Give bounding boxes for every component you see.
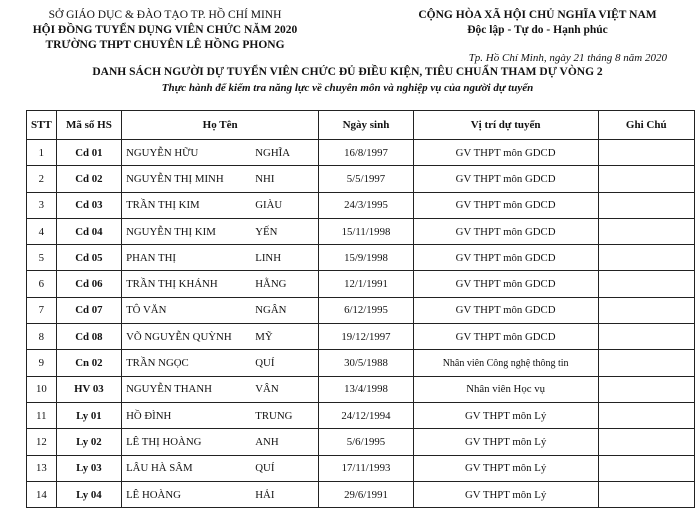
document-date: Tp. Hồ Chí Minh, ngày 21 tháng 8 năm 2020	[468, 52, 667, 64]
department-name: SỞ GIÁO DỤC & ĐÀO TẠO TP. HỒ CHÍ MINH	[48, 9, 282, 21]
row-vi-tri: GV THPT môn Lý	[413, 402, 598, 428]
row-ghi-chu	[598, 350, 694, 376]
row-ho-ten	[122, 245, 319, 271]
row-ghi-chu	[598, 192, 694, 218]
row-stt: 6	[27, 271, 57, 297]
row-ho-dem: PHAN THỊ	[126, 251, 176, 264]
row-ngay-sinh: 6/12/1995	[319, 297, 413, 323]
row-ho-ten	[122, 455, 319, 481]
row-ngay-sinh: 29/6/1991	[319, 481, 413, 507]
row-ho-dem: LÊ THỊ HOÀNG	[126, 435, 202, 448]
row-ghi-chu	[598, 245, 694, 271]
row-ma-so: Ly 04	[56, 481, 121, 507]
header-ma-so: Mã số HS	[56, 111, 121, 140]
row-stt: 8	[27, 324, 57, 350]
row-ho-dem: TRẦN NGỌC	[126, 357, 189, 370]
row-ho-ten	[122, 271, 319, 297]
row-ngay-sinh: 16/8/1997	[319, 140, 413, 166]
table-row	[27, 297, 695, 323]
national-motto-block	[395, 8, 680, 38]
row-ho-dem: TRẦN THỊ KIM	[126, 199, 200, 212]
issuer-block	[20, 8, 310, 53]
row-ho-dem: TÔ VĂN	[126, 304, 167, 317]
table-row	[27, 324, 695, 350]
row-ghi-chu	[598, 140, 694, 166]
row-ho-dem: NGUYỄN HỮU	[126, 146, 199, 159]
header-ho-ten: Họ Tên	[122, 111, 319, 140]
row-ghi-chu	[598, 481, 694, 507]
row-ten: GIÀU	[255, 199, 283, 212]
table-row	[27, 429, 695, 455]
row-ghi-chu	[598, 429, 694, 455]
row-stt: 2	[27, 166, 57, 192]
table-row	[27, 218, 695, 244]
row-stt: 14	[27, 481, 57, 507]
row-ho-ten	[122, 297, 319, 323]
row-vi-tri: GV THPT môn GDCD	[413, 297, 598, 323]
row-ma-so: Ly 03	[56, 455, 121, 481]
motto: Độc lập - Tự do - Hạnh phúc	[467, 24, 608, 36]
row-ho-ten	[122, 166, 319, 192]
row-ngay-sinh: 24/3/1995	[319, 192, 413, 218]
header-ngay-sinh: Ngày sinh	[319, 111, 413, 140]
row-vi-tri: GV THPT môn GDCD	[413, 245, 598, 271]
row-ghi-chu	[598, 455, 694, 481]
row-vi-tri: GV THPT môn GDCD	[413, 218, 598, 244]
row-stt: 5	[27, 245, 57, 271]
row-ho-dem: TRẦN THỊ KHÁNH	[126, 278, 218, 291]
row-ho-ten	[122, 376, 319, 402]
row-stt: 4	[27, 218, 57, 244]
row-vi-tri: GV THPT môn Lý	[413, 455, 598, 481]
row-ten: NGHĨA	[255, 146, 291, 159]
table-row	[27, 455, 695, 481]
row-ma-so: Cd 07	[56, 297, 121, 323]
row-ma-so: Cd 01	[56, 140, 121, 166]
row-ten: HẢI	[255, 488, 275, 501]
row-ho-dem: VÕ NGUYỄN QUỲNH	[126, 330, 232, 343]
table-body	[27, 140, 695, 508]
row-ghi-chu	[598, 402, 694, 428]
row-vi-tri: GV THPT môn GDCD	[413, 192, 598, 218]
row-ho-dem: NGUYỄN THỊ MINH	[126, 172, 224, 185]
table-row	[27, 140, 695, 166]
row-ho-ten	[122, 481, 319, 507]
row-ten: MỸ	[255, 330, 273, 343]
row-vi-tri: GV THPT môn GDCD	[413, 324, 598, 350]
row-vi-tri: Nhân viên Công nghệ thông tin	[413, 350, 598, 376]
row-ngay-sinh: 13/4/1998	[319, 376, 413, 402]
row-ngay-sinh: 5/6/1995	[319, 429, 413, 455]
row-ngay-sinh: 15/9/1998	[319, 245, 413, 271]
row-ghi-chu	[598, 297, 694, 323]
row-ten: VÂN	[255, 383, 279, 396]
row-ten: HẰNG	[255, 278, 287, 291]
row-stt: 7	[27, 297, 57, 323]
row-ho-dem: HỒ ĐÌNH	[126, 409, 172, 422]
row-vi-tri: GV THPT môn Lý	[413, 481, 598, 507]
row-ten: YẾN	[255, 225, 278, 238]
row-vi-tri: GV THPT môn GDCD	[413, 166, 598, 192]
row-stt: 9	[27, 350, 57, 376]
row-ho-dem: LÊ HOÀNG	[126, 488, 181, 501]
row-ho-ten	[122, 429, 319, 455]
row-ho-dem: LÂU HÀ SÂM	[126, 462, 193, 475]
row-ngay-sinh: 5/5/1997	[319, 166, 413, 192]
row-ten: QUÍ	[255, 357, 275, 370]
row-vi-tri: GV THPT môn GDCD	[413, 271, 598, 297]
row-ten: QUÍ	[255, 462, 275, 475]
row-stt: 1	[27, 140, 57, 166]
row-ho-ten	[122, 140, 319, 166]
table-row	[27, 271, 695, 297]
table-row	[27, 350, 695, 376]
row-ten: NHI	[255, 172, 275, 185]
row-vi-tri: GV THPT môn Lý	[413, 429, 598, 455]
row-ten: NGÂN	[255, 304, 287, 317]
row-ten: ANH	[255, 435, 279, 448]
table-row	[27, 481, 695, 507]
council-name: HỘI ĐỒNG TUYỂN DỤNG VIÊN CHỨC NĂM 2020	[32, 24, 298, 36]
row-ho-ten	[122, 350, 319, 376]
row-ma-so: Cd 06	[56, 271, 121, 297]
row-ho-ten	[122, 324, 319, 350]
header-stt: STT	[27, 111, 57, 140]
table-row	[27, 166, 695, 192]
row-ma-so: Cn 02	[56, 350, 121, 376]
row-stt: 3	[27, 192, 57, 218]
row-ghi-chu	[598, 218, 694, 244]
row-ghi-chu	[598, 271, 694, 297]
row-stt: 10	[27, 376, 57, 402]
school-name: TRƯỜNG THPT CHUYÊN LÊ HỒNG PHONG	[45, 39, 285, 51]
header-ghi-chu: Ghi Chú	[598, 111, 694, 140]
row-ho-dem: NGUYỄN THANH	[126, 383, 212, 396]
header-vi-tri: Vị trí dự tuyển	[413, 111, 598, 140]
row-ho-ten	[122, 402, 319, 428]
row-stt: 11	[27, 402, 57, 428]
row-ten: LINH	[255, 251, 282, 264]
row-ngay-sinh: 15/11/1998	[319, 218, 413, 244]
row-stt: 12	[27, 429, 57, 455]
document-subtitle: Thực hành để kiểm tra năng lực về chuyên môn và nghiệp vụ của người dự tuyển	[161, 82, 534, 94]
row-ghi-chu	[598, 376, 694, 402]
row-ngay-sinh: 30/5/1988	[319, 350, 413, 376]
row-ma-so: HV 03	[56, 376, 121, 402]
candidate-table	[26, 110, 695, 508]
table-row	[27, 245, 695, 271]
table-header-row	[27, 111, 695, 140]
row-stt: 13	[27, 455, 57, 481]
row-vi-tri: Nhân viên Học vụ	[413, 376, 598, 402]
row-ho-ten	[122, 218, 319, 244]
row-ma-so: Cd 08	[56, 324, 121, 350]
row-ma-so: Cd 03	[56, 192, 121, 218]
row-ngay-sinh: 19/12/1997	[319, 324, 413, 350]
row-ngay-sinh: 17/11/1993	[319, 455, 413, 481]
row-ma-so: Cd 02	[56, 166, 121, 192]
row-ma-so: Cd 04	[56, 218, 121, 244]
row-ho-dem: NGUYỄN THỊ KIM	[126, 225, 216, 238]
table-row	[27, 402, 695, 428]
country-name: CỘNG HÒA XÃ HỘI CHỦ NGHĨA VIỆT NAM	[418, 9, 657, 21]
row-ghi-chu	[598, 324, 694, 350]
row-ma-so: Ly 01	[56, 402, 121, 428]
row-ho-ten	[122, 192, 319, 218]
table-row	[27, 192, 695, 218]
row-ten: TRUNG	[255, 409, 293, 422]
table-row	[27, 376, 695, 402]
row-vi-tri: GV THPT môn GDCD	[413, 140, 598, 166]
row-ma-so: Ly 02	[56, 429, 121, 455]
row-ngay-sinh: 12/1/1991	[319, 271, 413, 297]
row-ghi-chu	[598, 166, 694, 192]
row-ma-so: Cd 05	[56, 245, 121, 271]
document-title: DANH SÁCH NGƯỜI DỰ TUYỂN VIÊN CHỨC ĐỦ ĐIỀU KIỆN, TIÊU CHUẨN THAM DỰ VÒNG 2	[92, 66, 603, 78]
row-ngay-sinh: 24/12/1994	[319, 402, 413, 428]
